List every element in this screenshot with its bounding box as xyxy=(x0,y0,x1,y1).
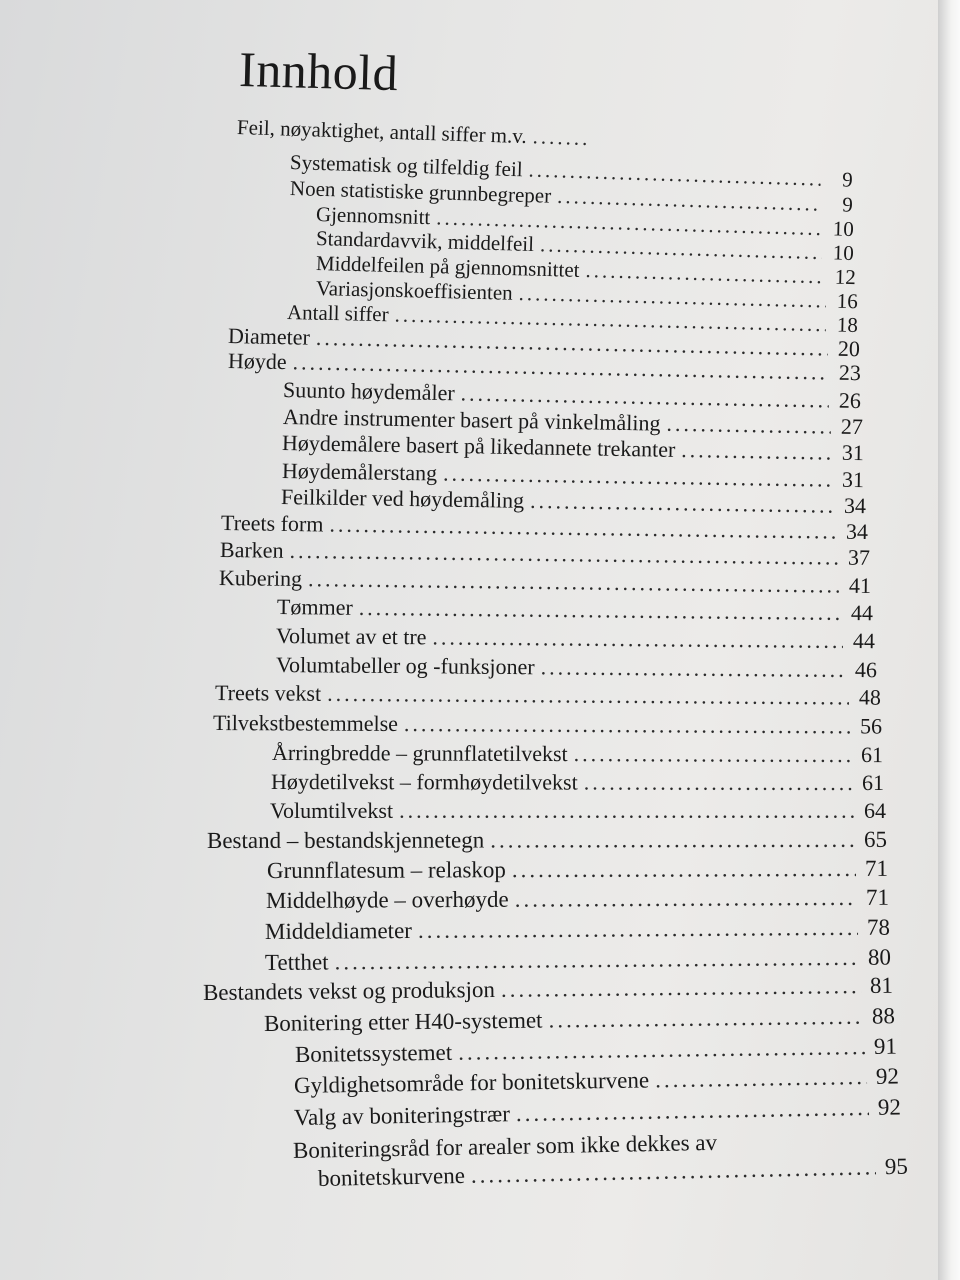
toc-page-number: 37 xyxy=(847,544,871,570)
toc-page-number: 34 xyxy=(843,492,867,519)
toc-entry-label: Valg av boniteringstrær xyxy=(293,1101,511,1130)
toc-entry-label: Kubering xyxy=(218,565,303,592)
toc-page-number: 44 xyxy=(850,600,874,626)
dot-leader xyxy=(359,595,841,626)
toc-page-number: 95 xyxy=(884,1153,909,1180)
toc-entry-label: Bestand – bestandskjennetegn xyxy=(206,827,485,853)
toc-page-number: 91 xyxy=(873,1033,898,1059)
toc-page-number: 92 xyxy=(877,1094,902,1120)
toc-entry-label: Boniteringsråd for arealer som ikke dekkes av xyxy=(292,1129,718,1163)
toc-entry xyxy=(295,1034,897,1068)
dot-leader xyxy=(512,856,856,883)
toc-page-number: 46 xyxy=(854,657,878,683)
toc-page-number: 80 xyxy=(867,944,892,970)
toc-page-number: 65 xyxy=(863,826,888,852)
toc-entry-label: Andre instrumenter basert på vinkelmåling xyxy=(282,404,661,436)
dot-leader xyxy=(532,124,591,151)
toc-entry xyxy=(272,740,883,768)
toc-entry-label: Gjennomsnitt xyxy=(315,202,431,230)
toc-entry xyxy=(266,885,889,914)
toc-entry xyxy=(203,973,893,1006)
dot-leader xyxy=(404,711,850,739)
toc-page-number: 61 xyxy=(860,742,884,768)
toc-entry-label: Variasjonskoeffisienten xyxy=(315,276,513,305)
toc-entry xyxy=(213,710,882,740)
toc-page-number: 9 xyxy=(841,167,854,192)
toc-page-number: 26 xyxy=(838,387,862,414)
page-title: Innhold xyxy=(238,40,399,101)
toc-page-number: 64 xyxy=(864,798,886,823)
toc-page-number: 18 xyxy=(836,312,859,337)
dot-leader xyxy=(289,538,838,571)
dot-leader xyxy=(666,411,831,440)
toc-entry xyxy=(294,1063,899,1098)
dot-leader xyxy=(334,945,859,976)
toc-entry-label: Barken xyxy=(219,537,284,563)
toc-entry-label: Bestandets vekst og produksjon xyxy=(202,976,496,1005)
toc-page-number: 31 xyxy=(841,466,865,493)
toc-entry-label: Bonitering etter H40-systemet xyxy=(263,1007,543,1036)
toc-entry xyxy=(265,915,890,945)
toc-entry-label: Suunto høydemåler xyxy=(282,377,455,406)
toc-entry-label: Systematisk og tilfeldig feil xyxy=(289,150,524,182)
dot-leader xyxy=(548,1004,863,1034)
toc-entry xyxy=(264,1003,895,1037)
toc-entry-label: Standardavvik, middelfeil xyxy=(315,226,535,257)
toc-entry xyxy=(276,652,877,683)
toc-page-number: 44 xyxy=(852,628,876,654)
toc-page-number: 78 xyxy=(866,914,891,940)
toc-page-number: 81 xyxy=(869,972,894,999)
toc-page-number: 31 xyxy=(841,439,865,466)
dot-leader xyxy=(515,885,857,913)
toc-page-number: 61 xyxy=(861,770,885,796)
dot-leader xyxy=(432,624,843,654)
toc-entry xyxy=(277,594,873,626)
dot-leader xyxy=(655,1064,867,1093)
toc-entry-label: Feil, nøyaktighet, antall siffer m.v. xyxy=(236,115,528,149)
toc-page-number: 27 xyxy=(840,413,864,440)
toc-entry-label: Middelhøyde – overhøyde xyxy=(265,886,509,913)
dot-leader xyxy=(490,827,855,854)
toc-entry-label: Antall siffer xyxy=(286,300,389,327)
toc-entry-label: Tilvekstbestemmelse xyxy=(212,710,399,736)
toc-page-number: 12 xyxy=(834,264,857,290)
dot-leader xyxy=(308,566,839,598)
toc-page-number: 16 xyxy=(836,288,859,314)
dot-leader xyxy=(584,770,852,796)
dot-leader xyxy=(471,1154,877,1188)
toc-entry-label: Gyldighetsområde for bonitetskurvene xyxy=(293,1067,650,1098)
toc-entry-label: Tetthet xyxy=(264,949,329,975)
toc-entry-label: Volumtilvekst xyxy=(270,798,394,823)
toc-page-number: 10 xyxy=(832,240,855,266)
dot-leader xyxy=(501,973,861,1003)
toc-page-number: 92 xyxy=(875,1063,900,1089)
dot-leader xyxy=(541,654,846,683)
toc-entry-label: Grunnflatesum – relaskop xyxy=(266,857,506,883)
toc-page-number: 9 xyxy=(841,192,854,217)
toc-page-number: 48 xyxy=(858,684,882,710)
dot-leader xyxy=(516,1095,869,1127)
dot-leader xyxy=(574,741,851,768)
toc-entry xyxy=(207,827,887,854)
toc-entry-label: Feilkilder ved høydemåling xyxy=(280,484,525,513)
toc-entry-label: Middeldiameter xyxy=(264,917,412,944)
toc-entry xyxy=(237,115,598,151)
toc-entry xyxy=(276,623,875,654)
toc-entry-label: Middelfeilen på gjennomsnittet xyxy=(315,251,580,282)
toc-entry-label: Treets form xyxy=(220,510,324,537)
dot-leader xyxy=(418,915,858,944)
toc-entry xyxy=(267,856,888,884)
dot-leader xyxy=(327,681,849,711)
toc-entry-label: Volumtabeller og -funksjoner xyxy=(275,652,535,680)
toc-entry xyxy=(215,680,881,711)
toc-entry xyxy=(294,1094,901,1131)
toc-page-number: 88 xyxy=(871,1003,896,1029)
toc-entry-label: Treets vekst xyxy=(214,680,322,706)
toc-entry-label: Diameter xyxy=(227,323,311,350)
toc-entry-label: Høydemålere basert på likedannete trekanter xyxy=(281,430,676,462)
toc-page-number: 71 xyxy=(864,855,889,881)
toc-entry-label: Volumet av et tre xyxy=(275,623,427,650)
toc-entry-label: Høydemålerstang xyxy=(281,458,438,486)
toc-entry-label: Bonitetssystemet xyxy=(294,1039,453,1067)
toc-page-number: 10 xyxy=(832,216,855,242)
toc-page-number: 71 xyxy=(865,884,890,910)
toc-entry xyxy=(270,798,886,824)
toc-page-number: 34 xyxy=(845,518,869,545)
toc-entry xyxy=(271,769,884,796)
toc-entry-label: Årringbredde – grunnflatetilvekst xyxy=(271,740,568,767)
toc-page-number: 56 xyxy=(859,713,883,739)
toc-entry-label: Tømmer xyxy=(276,594,353,620)
toc-entry-label: Høydetilvekst – formhøydetilvekst xyxy=(270,769,578,795)
toc-page-number: 41 xyxy=(848,572,872,598)
toc-entry-label: Noen statistiske grunnbegreper xyxy=(289,176,552,208)
dot-leader xyxy=(399,798,854,824)
toc-entry-label: bonitetskurvene xyxy=(317,1162,466,1191)
dot-leader xyxy=(681,437,832,466)
dot-leader xyxy=(458,1034,865,1066)
toc-page-number: 20 xyxy=(837,335,861,362)
toc-entry xyxy=(265,945,891,976)
toc-entry-label: Høyde xyxy=(227,348,287,375)
toc-page-number: 23 xyxy=(838,359,862,386)
